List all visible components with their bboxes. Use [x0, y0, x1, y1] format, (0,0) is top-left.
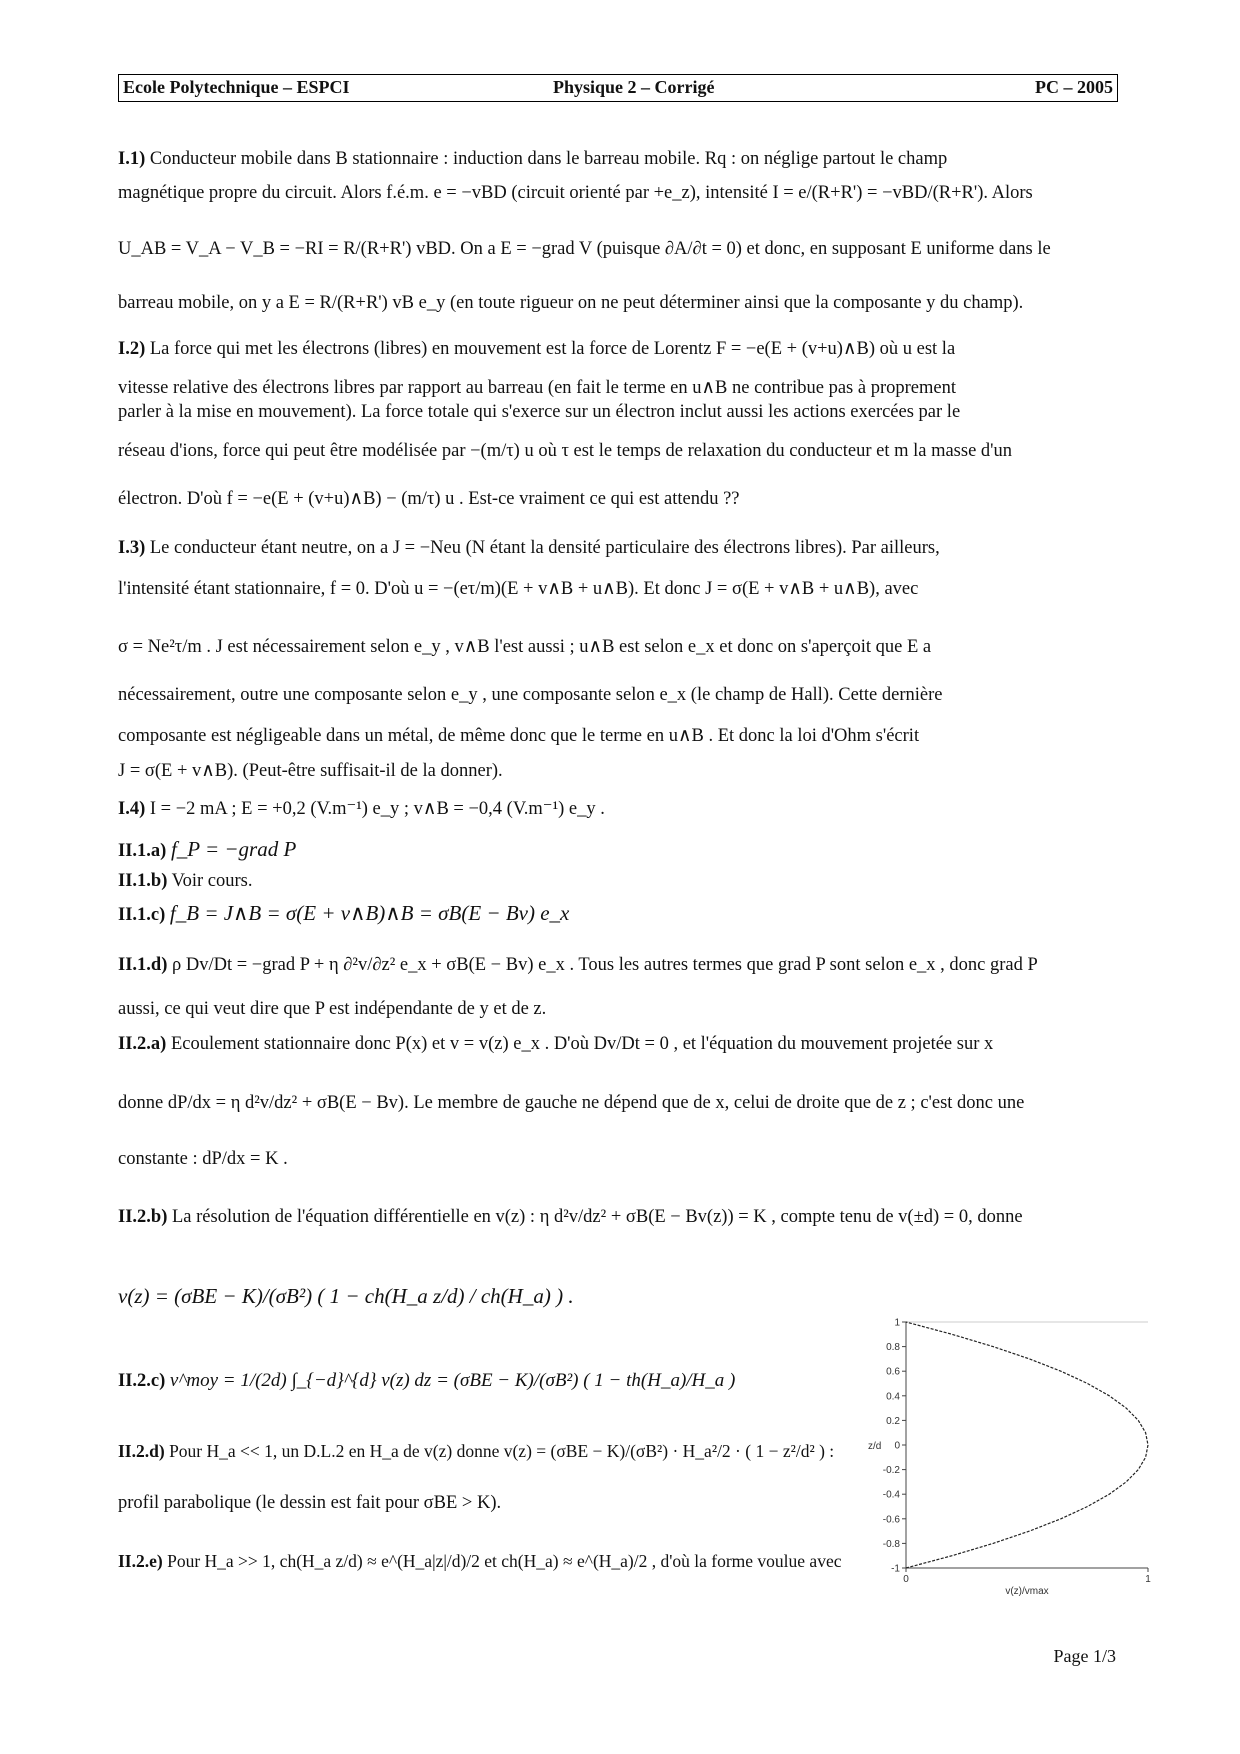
ii1c-label: II.1.c) [118, 905, 166, 925]
i3-line-2 [118, 578, 1116, 600]
i2-line-1 [118, 338, 1116, 360]
y-tick-label: 0.8 [886, 1342, 900, 1354]
i1-text-4: barreau mobile, on y a E = R/(R+R') vB e_y (en toute rigueur on ne peut déterminer ainsi que la composante y du champ). [118, 293, 1024, 313]
ii1d-line-2 [118, 998, 1116, 1020]
i2-text-3: parler à la mise en mouvement). La force totale qui s'exerce sur un électron inclut aussi les actions exercées par le [118, 402, 961, 422]
ii1d-label: II.1.d) [118, 955, 168, 975]
header-exam: PC – 2005 [1035, 77, 1113, 97]
i4-line [118, 798, 1116, 820]
i3-label: I.3) [118, 538, 146, 558]
y-tick-label: -0.8 [882, 1538, 900, 1550]
i3-line-6 [118, 760, 1116, 782]
ii2e-text: Pour H_a >> 1, ch(H_a z/d) ≈ e^(H_a|z|/d)/2 et ch(H_a) ≈ e^(H_a)/2 , d'où la forme voulue avec [167, 1551, 842, 1571]
ii2d-label: II.2.d) [118, 1441, 165, 1461]
ii1d-line-1 [118, 954, 1116, 976]
ii1a-label: II.1.a) [118, 841, 167, 861]
ii2b-text-1: La résolution de l'équation différentielle en v(z) : η d²v/dz² + σB(E − Bv(z)) = K , compte tenu de v(±d) = 0, donne [171, 1207, 1023, 1227]
i3-text-5: composante est négligeable dans un métal, de même donc que le terme en u∧B . Et donc la loi d'Ohm s'écrit [118, 726, 920, 746]
y-tick-label: 1 [894, 1317, 900, 1329]
i1-label: I.1) [118, 149, 146, 169]
chart-ticks [883, 1318, 1151, 1586]
i2-text-4: réseau d'ions, force qui peut être modélisée par −(m/τ) u où τ est le temps de relaxation du conducteur et m la masse d'un [118, 441, 1012, 461]
header-school: Ecole Polytechnique – ESPCI [123, 77, 350, 97]
i4-text: I = −2 mA ; E = +0,2 (V.m⁻¹) e_y ; v∧B = −0,4 (V.m⁻¹) e_y . [149, 799, 605, 819]
i1-text-2: magnétique propre du circuit. Alors f.é.m. e = −vBD (circuit orienté par +e_z), intensité I = e/(R+R') = −vBD/(R+R'). Alors [118, 183, 1033, 203]
ii2a-line-1 [118, 1033, 1116, 1055]
page-header [118, 74, 1118, 102]
i3-text-2: l'intensité étant stationnaire, f = 0. D'où u = −(eτ/m)(E + v∧B + u∧B). Et donc J = σ(E + v∧B + u∧B), avec [118, 579, 919, 599]
ii2d-text-2: profil parabolique (le dessin est fait pour σBE > K). [118, 1493, 502, 1513]
i2-text-2: vitesse relative des électrons libres par rapport au barreau (en fait le terme en u∧B ne contribue pas à proprement [118, 378, 956, 398]
i2-line-3 [118, 401, 1116, 423]
y-tick-label: 0.4 [886, 1391, 900, 1403]
i2-line-2 [118, 377, 1116, 399]
i1-line-2 [118, 182, 1116, 204]
ii1d-text-2: aussi, ce qui veut dire que P est indépendante de y et de z. [118, 999, 547, 1019]
i1-text-3: U_AB = V_A − V_B = −RI = R/(R+R') vBD. On a E = −grad V (puisque ∂A/∂t = 0) et donc, en supposant E uniforme dans le [118, 239, 1051, 259]
i1-line-3 [118, 238, 1116, 260]
ii2c-label: II.2.c) [118, 1371, 166, 1391]
velocity-profile-chart [860, 1310, 1160, 1600]
ii2a-label: II.2.a) [118, 1034, 167, 1054]
ii2a-text-1: Ecoulement stationnaire donc P(x) et v = v(z) e_x . D'où Dv/Dt = 0 , et l'équation du mouvement projetée sur x [170, 1034, 994, 1054]
i3-line-4 [118, 684, 1116, 706]
i2-text-1: La force qui met les électrons (libres) en mouvement est la force de Lorentz F = −e(E + (v+u)∧B) où u est la [149, 339, 956, 359]
x-tick-label: 1 [1145, 1574, 1151, 1585]
chart-y-axis-label: z/d [868, 1441, 882, 1452]
i3-text-4: nécessairement, outre une composante selon e_y , une composante selon e_x (le champ de Hall). Cette dernière [118, 685, 943, 705]
y-tick-label: 0.6 [886, 1366, 900, 1378]
i3-line-1 [118, 537, 1116, 559]
ii2e-label: II.2.e) [118, 1551, 163, 1571]
ii2a-text-3: constante : dP/dx = K . [118, 1149, 288, 1169]
ii2a-line-2 [118, 1092, 1116, 1114]
y-tick-label: -0.4 [882, 1489, 900, 1501]
ii1b-text: Voir cours. [171, 871, 253, 891]
i3-line-5 [118, 725, 1116, 747]
x-tick-label: 0 [903, 1574, 909, 1585]
header-subject: Physique 2 – Corrigé [553, 77, 715, 97]
i3-text-6: J = σ(E + v∧B). (Peut-être suffisait-il de la donner). [118, 761, 503, 781]
page-number: Page 1/3 [1053, 1646, 1116, 1666]
i3-text-3: σ = Ne²τ/m . J est nécessairement selon e_y , v∧B l'est aussi ; u∧B est selon e_x et donc on s'aperçoit que E a [118, 637, 932, 657]
ii2d-text-1: Pour H_a << 1, un D.L.2 en H_a de v(z) donne v(z) = (σBE − K)/(σB²) · H_a²/2 · ( 1 − z²/d² ) : [169, 1441, 835, 1461]
chart-x-axis-label: v(z)/vmax [1005, 1586, 1049, 1597]
ii2a-text-2: donne dP/dx = η d²v/dz² + σB(E − Bv). Le membre de gauche ne dépend que de x, celui de droite que de z ; c'est donc une [118, 1093, 1025, 1113]
y-tick-label: 0 [894, 1440, 900, 1452]
i3-line-3 [118, 636, 1116, 658]
ii1b-line [118, 870, 1116, 892]
ii1d-text-1: ρ Dv/Dt = −grad P + η ∂²v/∂z² e_x + σB(E − Bv) e_x . Tous les autres termes que grad P sont selon e_x , donc grad P [171, 955, 1038, 975]
ii2b-line-2 [118, 1285, 1116, 1309]
i2-line-4 [118, 440, 1116, 462]
ii1a-equation: f_P = −grad P [170, 837, 297, 861]
ii1c-equation: f_B = J∧B = σ(E + v∧B)∧B = σB(E − Bv) e_x [169, 901, 570, 925]
ii2a-line-3 [118, 1148, 1116, 1170]
i1-line-1 [118, 148, 1116, 170]
ii2c-equation: v^moy = 1/(2d) ∫_{−d}^{d} v(z) dz = (σBE − K)/(σB²) ( 1 − th(H_a)/H_a ) [169, 1370, 736, 1391]
chart-axes [906, 1322, 1148, 1568]
i2-label: I.2) [118, 339, 146, 359]
i1-line-4 [118, 292, 1116, 314]
y-tick-label: 0.2 [886, 1415, 900, 1427]
i4-label: I.4) [118, 799, 146, 819]
i2-line-5 [118, 488, 1116, 510]
i1-text-1: Conducteur mobile dans B stationnaire : induction dans le barreau mobile. Rq : on néglige partout le champ [149, 149, 948, 169]
y-tick-label: -0.2 [882, 1465, 900, 1477]
ii2b-equation: v(z) = (σBE − K)/(σB²) ( 1 − ch(H_a z/d) / ch(H_a) ) . [118, 1284, 574, 1308]
ii1a-line [118, 838, 1116, 862]
ii2b-label: II.2.b) [118, 1207, 168, 1227]
i3-text-1: Le conducteur étant neutre, on a J = −Neu (N étant la densité particulaire des électrons libres). Par ailleurs, [149, 538, 940, 558]
ii1c-line [118, 902, 1116, 926]
y-tick-label: -0.6 [882, 1514, 900, 1526]
y-tick-label: -1 [891, 1563, 900, 1575]
ii1b-label: II.1.b) [118, 871, 168, 891]
i2-text-5: électron. D'où f = −e(E + (v+u)∧B) − (m/τ) u . Est-ce vraiment ce qui est attendu ?? [118, 489, 740, 509]
velocity-profile-curve [906, 1322, 1148, 1568]
ii2b-line-1 [118, 1206, 1116, 1228]
